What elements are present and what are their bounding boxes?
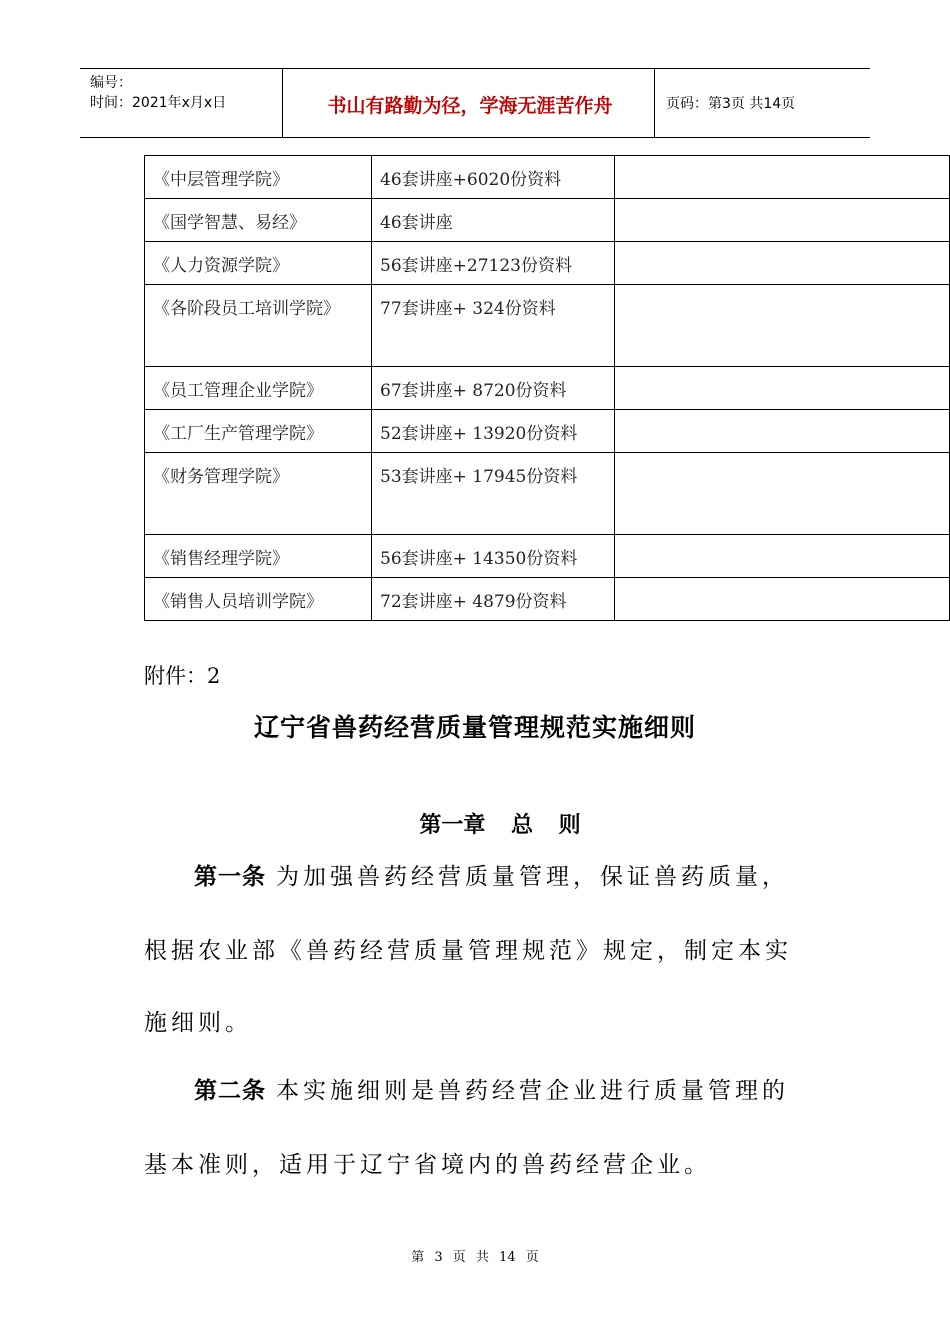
course-content-cell: 67套讲座+ 8720份资料 — [372, 367, 615, 410]
table-row — [145, 367, 950, 410]
note-cell — [615, 156, 950, 199]
note-cell — [615, 410, 950, 453]
header-page-label: 页码：第3页 共14页 — [666, 96, 796, 112]
course-content-cell: 56套讲座+ 14350份资料 — [372, 535, 615, 578]
resource-table — [144, 155, 950, 621]
table-row — [145, 453, 950, 535]
course-name-cell: 《销售经理学院》 — [145, 535, 372, 578]
course-name-cell: 《国学智慧、易经》 — [145, 199, 372, 242]
table-row — [145, 410, 950, 453]
course-content-cell: 46套讲座 — [372, 199, 615, 242]
document-title: 辽宁省兽药经营质量管理规范实施细则 — [253, 713, 696, 742]
course-content-cell: 56套讲座+27123份资料 — [372, 242, 615, 285]
time-label: 时间：2021年x月x日 — [90, 95, 227, 111]
table-row — [145, 242, 950, 285]
article-1-line — [144, 858, 789, 891]
chapter-heading: 第一章 总 则 — [419, 813, 581, 838]
article-1-label: 第一条 — [194, 864, 266, 890]
table-row — [145, 156, 950, 199]
note-cell — [615, 453, 950, 535]
course-content-cell: 72套讲座+ 4879份资料 — [372, 578, 615, 621]
note-cell — [615, 242, 950, 285]
article-2-line: 基本准则，适用于辽宁省境内的兽药经营企业。 — [144, 1152, 711, 1178]
course-content-cell: 52套讲座+ 13920份资料 — [372, 410, 615, 453]
table-row — [145, 199, 950, 242]
note-cell — [615, 535, 950, 578]
course-name-cell: 《员工管理企业学院》 — [145, 367, 372, 410]
course-name-cell: 《销售人员培训学院》 — [145, 578, 372, 621]
table-row — [145, 535, 950, 578]
note-cell — [615, 285, 950, 367]
note-cell — [615, 367, 950, 410]
note-cell — [615, 199, 950, 242]
course-content-cell: 53套讲座+ 17945份资料 — [372, 453, 615, 535]
page-footer: 第 3 页 共 14 页 — [411, 1250, 539, 1265]
article-1-line: 施细则。 — [144, 1010, 252, 1036]
course-content-cell: 46套讲座+6020份资料 — [372, 156, 615, 199]
article-1-line: 根据农业部《兽药经营质量管理规范》规定，制定本实 — [144, 938, 792, 964]
header-meta — [90, 73, 226, 113]
course-content-cell: 77套讲座+ 324份资料 — [372, 285, 615, 367]
table-row — [145, 578, 950, 621]
course-name-cell: 《中层管理学院》 — [145, 156, 372, 199]
course-name-cell: 《人力资源学院》 — [145, 242, 372, 285]
article-2-label: 第二条 — [194, 1078, 266, 1104]
note-cell — [615, 578, 950, 621]
article-2-text: 本实施细则是兽药经营企业进行质量管理的 — [276, 1078, 789, 1104]
header-divider — [282, 69, 283, 137]
table-row — [145, 285, 950, 367]
course-name-cell: 《各阶段员工培训学院》 — [145, 285, 372, 367]
attachment-label: 附件：2 — [144, 664, 221, 688]
article-1-text: 为加强兽药经营质量管理，保证兽药质量， — [276, 864, 789, 890]
page-header — [80, 68, 870, 138]
course-name-cell: 《财务管理学院》 — [145, 453, 372, 535]
course-name-cell: 《工厂生产管理学院》 — [145, 410, 372, 453]
header-motto: 书山有路勤为径，学海无涯苦作舟 — [327, 95, 613, 117]
article-2-line — [144, 1072, 789, 1105]
number-label: 编号： — [90, 75, 132, 91]
